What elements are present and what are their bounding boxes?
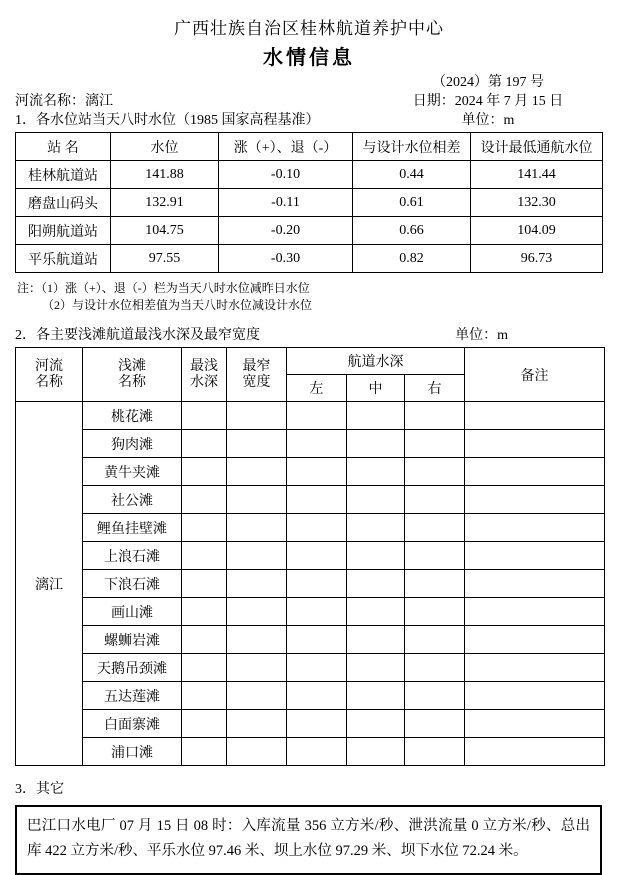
empty-cell: [227, 542, 287, 570]
empty-cell: [227, 626, 287, 654]
empty-cell: [227, 514, 287, 542]
col-header-station: 站 名: [16, 133, 111, 161]
col-header-min-width: [227, 348, 287, 402]
col-header-level: 水位: [111, 133, 219, 161]
empty-cell: [347, 430, 405, 458]
col-header-min-depth-line1: 最浅: [190, 358, 218, 374]
empty-cell: [347, 402, 405, 430]
shoal-name-cell: 五达莲滩: [83, 682, 182, 710]
shoal-name-cell: 画山滩: [83, 598, 182, 626]
col-header-diff: 与设计水位相差: [353, 133, 471, 161]
empty-cell: [465, 458, 605, 486]
empty-cell: [347, 486, 405, 514]
col-header-river: [16, 348, 83, 402]
empty-cell: [405, 710, 465, 738]
shoal-row: [16, 402, 605, 430]
note-line-2: （2）与设计水位相差值为当天八时水位减设计水位: [42, 298, 313, 312]
empty-cell: [287, 430, 347, 458]
shoal-name-cell: 螺蛳岩滩: [83, 626, 182, 654]
min-nav-cell: 132.30: [471, 189, 603, 217]
col-header-shoal-line2: 名称: [118, 374, 146, 390]
empty-cell: [347, 710, 405, 738]
empty-cell: [227, 402, 287, 430]
shoal-name-cell: 浦口滩: [83, 738, 182, 766]
date-label: 日期：2024 年 7 月 15 日: [412, 94, 564, 109]
empty-cell: [227, 654, 287, 682]
empty-cell: [287, 486, 347, 514]
empty-cell: [182, 654, 227, 682]
col-header-river-line2: 名称: [35, 374, 63, 390]
empty-cell: [405, 598, 465, 626]
shoal-row: [16, 486, 605, 514]
level-cell: 97.55: [111, 245, 219, 273]
empty-cell: [287, 402, 347, 430]
empty-cell: [227, 682, 287, 710]
empty-cell: [227, 458, 287, 486]
empty-cell: [465, 682, 605, 710]
shoal-row: [16, 458, 605, 486]
level-cell: 141.88: [111, 161, 219, 189]
river-name-label: 河流名称：漓江: [15, 94, 113, 109]
empty-cell: [287, 514, 347, 542]
shoal-name-cell: 鲤鱼挂壁滩: [83, 514, 182, 542]
section2-title: 2．各主要浅滩航道最浅水深及最窄宽度: [15, 328, 260, 343]
diff-cell: 0.44: [353, 161, 471, 189]
notes: [17, 280, 603, 314]
empty-cell: [465, 430, 605, 458]
empty-cell: [465, 626, 605, 654]
empty-cell: [405, 430, 465, 458]
table-header-row: [16, 133, 603, 161]
shoal-row: [16, 654, 605, 682]
empty-cell: [465, 542, 605, 570]
station-cell: 桂林航道站: [16, 161, 111, 189]
empty-cell: [405, 458, 465, 486]
shoal-name-cell: 狗肉滩: [83, 430, 182, 458]
empty-cell: [405, 570, 465, 598]
table-row: [16, 161, 603, 189]
empty-cell: [182, 402, 227, 430]
empty-cell: [182, 514, 227, 542]
col-header-shoal: [83, 348, 182, 402]
empty-cell: [347, 654, 405, 682]
empty-cell: [182, 626, 227, 654]
empty-cell: [347, 738, 405, 766]
empty-cell: [182, 542, 227, 570]
empty-cell: [182, 710, 227, 738]
empty-cell: [347, 570, 405, 598]
empty-cell: [465, 654, 605, 682]
col-header-right: 右: [405, 375, 465, 402]
river-cell: 漓江: [16, 402, 83, 766]
section3-title: 3．其它: [15, 782, 64, 797]
empty-cell: [347, 626, 405, 654]
empty-cell: [182, 486, 227, 514]
meta-block: [15, 73, 603, 130]
empty-cell: [227, 486, 287, 514]
shoal-row: [16, 598, 605, 626]
shoal-header-row-1: [16, 348, 605, 375]
empty-cell: [465, 514, 605, 542]
empty-cell: [287, 458, 347, 486]
col-header-rise-fall: 涨（+）、退（-）: [219, 133, 353, 161]
meta-right: [373, 73, 603, 130]
empty-cell: [227, 598, 287, 626]
station-cell: 阳朔航道站: [16, 217, 111, 245]
col-header-shoal-line1: 浅滩: [118, 358, 146, 374]
col-header-river-line1: 河流: [35, 358, 63, 374]
empty-cell: [347, 458, 405, 486]
empty-cell: [227, 570, 287, 598]
empty-cell: [182, 682, 227, 710]
section2-header-row: [15, 327, 603, 345]
empty-cell: [287, 542, 347, 570]
diff-cell: 0.66: [353, 217, 471, 245]
shoal-table: [15, 347, 605, 766]
empty-cell: [227, 430, 287, 458]
shoal-name-cell: 上浪石滩: [83, 542, 182, 570]
col-header-min-depth-line2: 水深: [190, 374, 218, 390]
col-header-left: 左: [287, 375, 347, 402]
unit-label-2: 单位：m: [455, 328, 508, 343]
shoal-name-cell: 桃花滩: [83, 402, 182, 430]
empty-cell: [182, 738, 227, 766]
empty-cell: [287, 710, 347, 738]
empty-cell: [465, 598, 605, 626]
page-title: 水情信息: [263, 47, 355, 69]
empty-cell: [227, 738, 287, 766]
empty-cell: [347, 542, 405, 570]
empty-cell: [465, 570, 605, 598]
empty-cell: [182, 598, 227, 626]
water-level-table: [15, 132, 603, 273]
col-header-remark: 备注: [465, 348, 605, 402]
empty-cell: [182, 570, 227, 598]
col-header-min-nav-level: 设计最低通航水位: [471, 133, 603, 161]
shoal-row: [16, 738, 605, 766]
empty-cell: [287, 598, 347, 626]
shoal-row: [16, 570, 605, 598]
col-header-min-depth: [182, 348, 227, 402]
empty-cell: [405, 654, 465, 682]
empty-cell: [405, 402, 465, 430]
empty-cell: [182, 430, 227, 458]
empty-cell: [465, 486, 605, 514]
empty-cell: [465, 738, 605, 766]
section1-title: 1．各水位站当天八时水位（1985 国家高程基准）: [15, 113, 320, 128]
min-nav-cell: 141.44: [471, 161, 603, 189]
empty-cell: [405, 486, 465, 514]
table-row: [16, 245, 603, 273]
shoal-row: [16, 682, 605, 710]
other-info-text: 巴江口水电厂 07 月 15 日 08 时：入库流量 356 立方米/秒、泄洪流量 0 立方米/秒、总出库 422 立方米/秒、平乐水位 97.46 米、坝上水位 97.29 米、坝下水位 72.24 米。: [27, 818, 590, 859]
doc-number: （2024）第 197 号: [432, 75, 544, 90]
min-nav-cell: 96.73: [471, 245, 603, 273]
empty-cell: [287, 738, 347, 766]
org-name: 广西壮族自治区桂林航道养护中心: [174, 19, 444, 38]
col-header-middle: 中: [347, 375, 405, 402]
level-cell: 104.75: [111, 217, 219, 245]
rise-fall-cell: -0.20: [219, 217, 353, 245]
shoal-name-cell: 白面寨滩: [83, 710, 182, 738]
col-header-min-width-line1: 最窄: [242, 358, 271, 374]
empty-cell: [465, 402, 605, 430]
shoal-name-cell: 天鹅吊颈滩: [83, 654, 182, 682]
note-line-1: 注：（1）涨（+）、退（-）栏为当天八时水位减昨日水位: [17, 281, 310, 295]
empty-cell: [347, 682, 405, 710]
col-header-channel-depth: 航道水深: [287, 348, 465, 375]
empty-cell: [287, 626, 347, 654]
shoal-row: [16, 514, 605, 542]
shoal-row: [16, 542, 605, 570]
meta-left: [15, 92, 320, 130]
shoal-name-cell: 黄牛夹滩: [83, 458, 182, 486]
empty-cell: [347, 598, 405, 626]
empty-cell: [405, 738, 465, 766]
diff-cell: 0.82: [353, 245, 471, 273]
diff-cell: 0.61: [353, 189, 471, 217]
station-cell: 平乐航道站: [16, 245, 111, 273]
rise-fall-cell: -0.30: [219, 245, 353, 273]
shoal-row: [16, 710, 605, 738]
shoal-name-cell: 社公滩: [83, 486, 182, 514]
unit-label-1: 单位：m: [461, 113, 515, 128]
other-info-box: [15, 805, 602, 875]
level-cell: 132.91: [111, 189, 219, 217]
rise-fall-cell: -0.11: [219, 189, 353, 217]
empty-cell: [405, 514, 465, 542]
shoal-row: [16, 430, 605, 458]
empty-cell: [287, 682, 347, 710]
rise-fall-cell: -0.10: [219, 161, 353, 189]
empty-cell: [182, 458, 227, 486]
col-header-min-width-line2: 宽度: [242, 374, 271, 390]
empty-cell: [405, 682, 465, 710]
min-nav-cell: 104.09: [471, 217, 603, 245]
shoal-name-cell: 下浪石滩: [83, 570, 182, 598]
empty-cell: [227, 710, 287, 738]
empty-cell: [287, 654, 347, 682]
empty-cell: [465, 710, 605, 738]
station-cell: 磨盘山码头: [16, 189, 111, 217]
shoal-row: [16, 626, 605, 654]
empty-cell: [347, 514, 405, 542]
empty-cell: [287, 570, 347, 598]
empty-cell: [405, 542, 465, 570]
table-row: [16, 189, 603, 217]
empty-cell: [405, 626, 465, 654]
table-row: [16, 217, 603, 245]
